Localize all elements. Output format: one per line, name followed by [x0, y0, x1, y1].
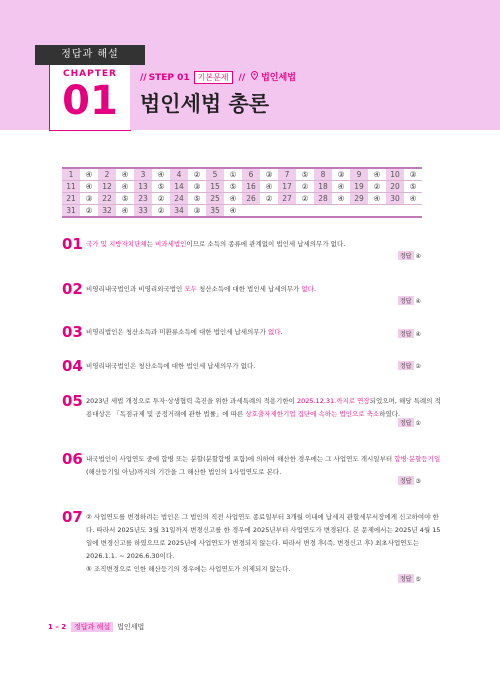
- answer-number: 31: [62, 205, 80, 218]
- answer-number: 17: [278, 181, 296, 193]
- highlighted-text: 2025.12.31.까지로 연장: [296, 397, 370, 405]
- answer-choice: ④: [80, 181, 98, 193]
- explanation-text: (해산등기일 아님)까지의 기간을 그 해산한 법인의 1사업연도로 본다.: [86, 468, 282, 476]
- answer-label: 정답: [400, 420, 412, 427]
- answer-mark: [398, 251, 421, 260]
- explanation-text: 되었으며, 해당 특례의 적용대상은 「독점규제 및 공정거래에 관한 법률」에 따른: [86, 397, 441, 418]
- answer-mark: [398, 574, 421, 583]
- answer-number: [350, 205, 368, 218]
- chapter-label: CHAPTER: [63, 69, 117, 79]
- question-explanation: [86, 238, 442, 251]
- answer-choice: ②: [80, 205, 98, 218]
- explanation-text: 이므로 소득의 종류에 관계없이 법인세 납세의무가 없다.: [186, 240, 346, 248]
- answer-number: 10: [386, 168, 404, 181]
- answer-value: ④: [413, 331, 421, 338]
- answer-number: 19: [350, 181, 368, 193]
- question-explanation: [86, 326, 442, 339]
- answer-choice: ②: [152, 193, 170, 205]
- answer-number: 4: [170, 168, 188, 181]
- question-explanation: [86, 511, 442, 576]
- answer-choice: ②: [368, 181, 386, 193]
- answer-label: 정답: [400, 576, 412, 583]
- answer-value: ④: [413, 298, 421, 305]
- answer-choice: [404, 205, 422, 218]
- highlighted-text: 합병·분할등기일: [394, 455, 441, 463]
- answer-number: 23: [134, 193, 152, 205]
- answer-choice: ②: [296, 193, 314, 205]
- answer-row: [62, 193, 422, 205]
- step-badge: 기본문제: [194, 71, 233, 84]
- explanation-text: 내국법인이 사업연도 중에 합병 또는 분할(분할합병 포함)에 의하여 해산한 경우에는 그 사업연도 개시일부터: [86, 455, 395, 463]
- answer-table: [62, 167, 422, 218]
- highlighted-text: 모두: [184, 285, 197, 293]
- answer-choice: ①: [224, 168, 242, 181]
- answer-choice: [368, 205, 386, 218]
- answer-row: [62, 168, 422, 181]
- answer-row: [62, 181, 422, 193]
- page-title: 법인세법 총론: [140, 92, 270, 116]
- answer-number: 15: [206, 181, 224, 193]
- answer-number: 29: [350, 193, 368, 205]
- answer-label: 정답: [400, 253, 412, 260]
- explanation-text: 하였다.: [379, 410, 401, 418]
- answer-value: ⑤: [413, 576, 421, 583]
- answer-number: 9: [350, 168, 368, 181]
- answer-number: [242, 205, 260, 218]
- highlighted-text: 없다: [267, 328, 281, 336]
- answer-number: 27: [278, 193, 296, 205]
- explanation-text: 는: [146, 240, 156, 248]
- step-line: [140, 70, 296, 84]
- answer-number: 13: [134, 181, 152, 193]
- question-number: 01: [62, 235, 83, 253]
- answer-choice: ④: [152, 168, 170, 181]
- answer-choice: ②: [296, 181, 314, 193]
- answer-number: 3: [134, 168, 152, 181]
- highlighted-text: 국가 및 지방자치단체: [86, 240, 147, 248]
- topic-label: 법인세법: [261, 73, 296, 83]
- answer-number: 25: [206, 193, 224, 205]
- answer-choice: ⑤: [152, 181, 170, 193]
- answer-number: [314, 205, 332, 218]
- answer-choice: ④: [224, 193, 242, 205]
- answer-choice: [260, 205, 278, 218]
- answer-number: 5: [206, 168, 224, 181]
- question-explanation: [86, 453, 442, 479]
- answer-choice: ④: [332, 181, 350, 193]
- answer-number: 6: [242, 168, 260, 181]
- highlighted-text: 상호출자제한기업 집단에 속하는 법인으로 축소: [245, 410, 380, 418]
- explanation-text: 청산소득에 대한 법인세 납세의무가: [196, 285, 302, 293]
- slash-icon: //: [140, 73, 147, 83]
- answer-number: 20: [386, 181, 404, 193]
- answer-number: 24: [170, 193, 188, 205]
- answer-choice: ⑤: [116, 193, 134, 205]
- answer-choice: ②: [152, 205, 170, 218]
- answer-choice: ⑤: [296, 168, 314, 181]
- footer-section: 법인세법: [117, 623, 145, 631]
- answer-number: 2: [98, 168, 116, 181]
- answer-value: ①: [413, 420, 421, 427]
- answer-label: 정답: [400, 298, 412, 305]
- answer-number: 12: [98, 181, 116, 193]
- explanation-text: 2023년 세법 개정으로 투자·상생협력 촉진을 위한 과세특례의 적용기한이: [86, 397, 297, 405]
- question-explanation: [86, 395, 442, 421]
- answer-number: 22: [98, 193, 116, 205]
- answer-choice: ④: [332, 193, 350, 205]
- answer-number: 14: [170, 181, 188, 193]
- answer-number: 18: [314, 181, 332, 193]
- answer-choice: ③: [260, 168, 278, 181]
- answer-number: [278, 205, 296, 218]
- explanation-text: 비영리내국법인은 청산소득에 대한 법인세 납세의무가 없다.: [86, 362, 256, 370]
- question-number: 07: [62, 508, 83, 526]
- answer-mark: [398, 418, 421, 427]
- answer-choice: [332, 205, 350, 218]
- answer-choice: ⑤: [224, 181, 242, 193]
- answer-mark: [398, 296, 421, 305]
- question-explanation: [86, 360, 442, 373]
- answer-number: 16: [242, 181, 260, 193]
- explanation-text: 비영리내국법인과 비영리외국법인: [86, 285, 185, 293]
- explanation-extra: ⑤ 조직변경으로 인한 해산등기의 경우에는 사업연도가 의제되지 않는다.: [86, 565, 291, 573]
- answer-choice: ②: [188, 168, 206, 181]
- answer-row: [62, 205, 422, 218]
- answer-number: 28: [314, 193, 332, 205]
- answer-number: 33: [134, 205, 152, 218]
- answer-mark: [398, 361, 421, 370]
- chapter-number: 01: [62, 78, 118, 124]
- step-label: STEP 01: [148, 73, 190, 83]
- answer-mark: [398, 476, 421, 485]
- chapter-box: [50, 65, 130, 130]
- answer-choice: ④: [368, 193, 386, 205]
- answer-value: ②: [413, 363, 421, 370]
- explanation-text: .: [313, 285, 317, 293]
- answer-value: ④: [413, 253, 421, 260]
- question-number: 04: [62, 357, 83, 375]
- explanation-text: .: [280, 328, 283, 336]
- answer-label: 정답: [400, 478, 412, 485]
- answer-choice: ⑤: [404, 181, 422, 193]
- answer-choice: ③: [404, 168, 422, 181]
- answer-number: 21: [62, 193, 80, 205]
- page-number: 1 – 2: [48, 623, 67, 631]
- answer-choice: ④: [368, 168, 386, 181]
- answer-choice: ④: [224, 205, 242, 218]
- question-number: 05: [62, 392, 83, 410]
- answer-mark: [398, 329, 421, 338]
- answer-choice: ③: [188, 181, 206, 193]
- answer-number: 11: [62, 181, 80, 193]
- answer-choice: ④: [116, 168, 134, 181]
- question-number: 06: [62, 450, 83, 468]
- answer-choice: ④: [116, 205, 134, 218]
- question-number: 02: [62, 280, 83, 298]
- answer-number: 1: [62, 168, 80, 181]
- answer-choice: ④: [404, 193, 422, 205]
- answer-choice: [296, 205, 314, 218]
- highlighted-text: 비과세법인: [155, 240, 187, 248]
- question-number: 03: [62, 323, 83, 341]
- answer-choice: ③: [188, 205, 206, 218]
- answer-choice: ③: [80, 193, 98, 205]
- answers-tag: 정답과 해설: [35, 45, 145, 65]
- answer-number: 32: [98, 205, 116, 218]
- explanation-text: ② 사업연도를 변경하려는 법인은 그 법인의 직전 사업연도 종료일부터 3개월 이내에 납세지 관할세무서장에게 신고하여야 한다. 따라서 2025년도 3월 31일까지 변경신고를 한 경우에 2025년부터 사업연도가 변경된다. 본 문제에서는 2025년 4월 15일에 변경신고를 하였으므로 2025년에 사업연도가 변경되지 않는다. 따라서 변경 후(즉, 변경신고 후) 최초사업연도는 2026.1.1. ~ 2026.6.30이다.: [86, 513, 441, 560]
- location-pin-icon: [251, 71, 258, 83]
- answer-number: 7: [278, 168, 296, 181]
- answer-value: ③: [413, 478, 421, 485]
- answer-choice: ⑤: [188, 193, 206, 205]
- question-explanation: [86, 283, 442, 296]
- answer-choice: ④: [116, 181, 134, 193]
- answer-number: 26: [242, 193, 260, 205]
- explanation-text: 비영리법인은 청산소득과 미환류소득에 대한 법인세 납세의무가: [86, 328, 268, 336]
- page-footer: [48, 622, 144, 632]
- answer-label: 정답: [400, 331, 412, 338]
- answer-choice: ④: [260, 181, 278, 193]
- answer-number: 35: [206, 205, 224, 218]
- slash-icon: //: [238, 73, 246, 83]
- answer-number: 30: [386, 193, 404, 205]
- answer-choice: ④: [80, 168, 98, 181]
- highlighted-text: 없다: [301, 285, 314, 293]
- answer-label: 정답: [400, 363, 412, 370]
- chapter-rule-horizontal: [49, 130, 131, 131]
- answer-number: 34: [170, 205, 188, 218]
- answer-choice: ②: [260, 193, 278, 205]
- footer-chip: 정답과 해설: [71, 622, 113, 632]
- answer-number: [386, 205, 404, 218]
- answer-choice: ③: [332, 168, 350, 181]
- answer-number: 8: [314, 168, 332, 181]
